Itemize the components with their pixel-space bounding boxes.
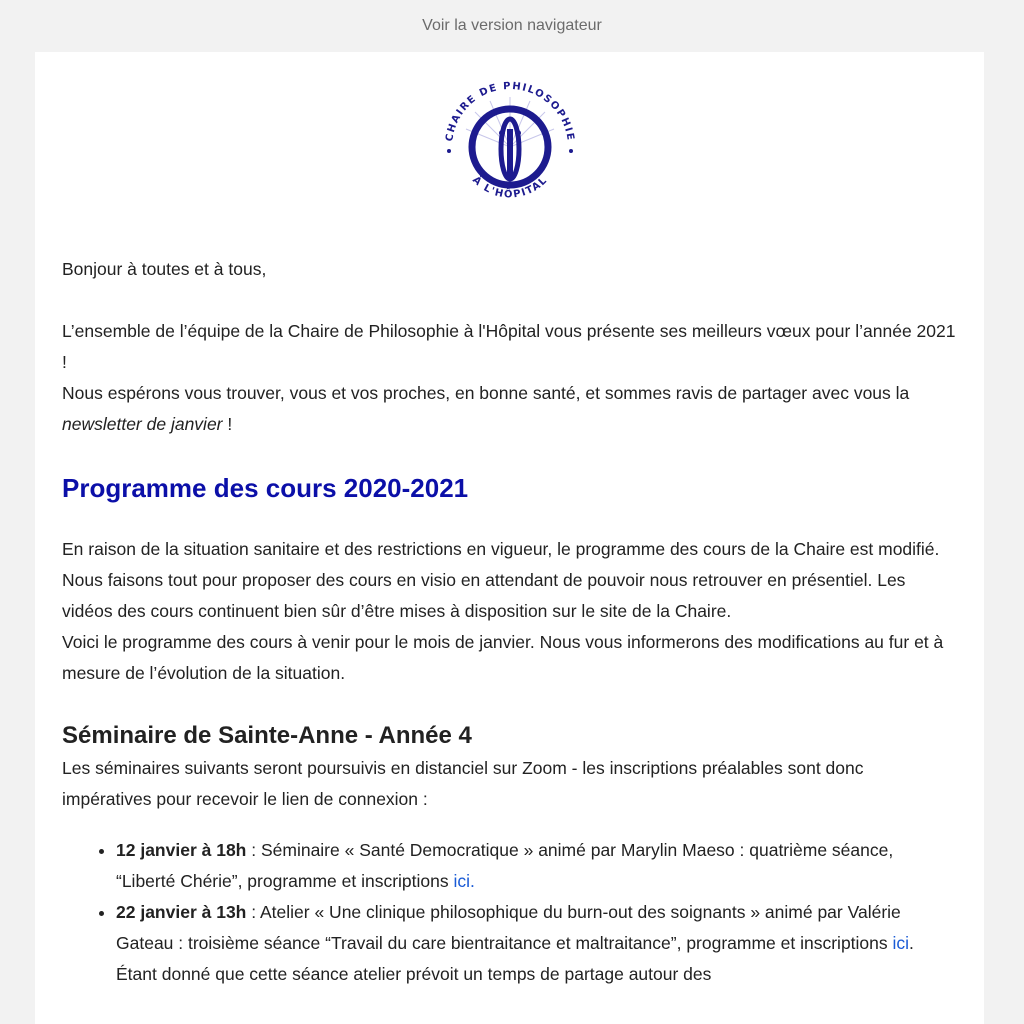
intro-line2-after: !: [222, 414, 233, 434]
seminar-intro: Les séminaires suivants seront poursuivis en distanciel sur Zoom - les inscriptions préalables sont donc impératives pour recevoir le lien de connexion :: [62, 758, 864, 809]
logo-top-text: CHAIRE DE PHILOSOPHIE: [443, 80, 576, 143]
greeting: Bonjour à toutes et à tous,: [62, 259, 267, 279]
event-date: 12 janvier à 18h: [116, 840, 247, 860]
logo-bottom-text: À L'HÔPITAL: [469, 174, 550, 201]
event-text: : Séminaire « Santé Democratique » animé par Marylin Maeso : quatrième séance, “Liberté Chérie”, programme et inscriptions: [116, 840, 894, 891]
event-signup-link[interactable]: ici.: [453, 871, 475, 891]
event-date: 22 janvier à 13h: [116, 902, 247, 922]
intro-newsletter-emphasis: newsletter de janvier: [62, 414, 223, 434]
event-text-after: . Étant donné que cette séance atelier prévoit un temps de partage autour des: [116, 933, 914, 984]
event-text: : Atelier « Une clinique philosophique du burn-out des soignants » animé par Valérie Gateau : troisième séance “Travail du care bientraitance et maltraitance”, programme et inscriptions: [116, 902, 901, 953]
chaire-logo-icon: [430, 67, 590, 227]
seminar-title: Séminaire de Sainte-Anne - Année 4: [62, 722, 472, 749]
intro-line2-before: Nous espérons vous trouver, vous et vos proches, en bonne santé, et sommes ravis de partager avec vous la: [62, 383, 910, 403]
intro-line1: L’ensemble de l’équipe de la Chaire de Philosophie à l'Hôpital vous présente ses meilleurs vœux pour l’année 2021 !: [62, 321, 956, 372]
list-item: [116, 835, 957, 897]
list-item: [116, 897, 957, 990]
chaire-logo: [62, 52, 957, 242]
newsletter-card: [35, 52, 984, 1024]
program-para1: En raison de la situation sanitaire et des restrictions en vigueur, le programme des cours de la Chaire est modifié. Nous faisons tout pour proposer des cours en visio en attendant de pouvoir nous retrouver en présentiel. Les vidéos des cours continuent bien sûr d’être mises à disposition sur le site de la Chaire.: [62, 539, 940, 621]
section-title-program: Programme des cours 2020-2021: [62, 473, 469, 503]
event-signup-link[interactable]: ici: [892, 933, 910, 953]
program-para2: Voici le programme des cours à venir pour le mois de janvier. Nous vous informerons des modifications au fur et à mesure de l’évolution de la situation.: [62, 632, 944, 683]
seminar-events-list: [62, 835, 957, 990]
program-paragraph: [62, 534, 957, 689]
intro-paragraph: [62, 316, 957, 440]
browser-version-bar: [0, 0, 1024, 52]
browser-version-link[interactable]: Voir la version navigateur: [422, 17, 602, 34]
